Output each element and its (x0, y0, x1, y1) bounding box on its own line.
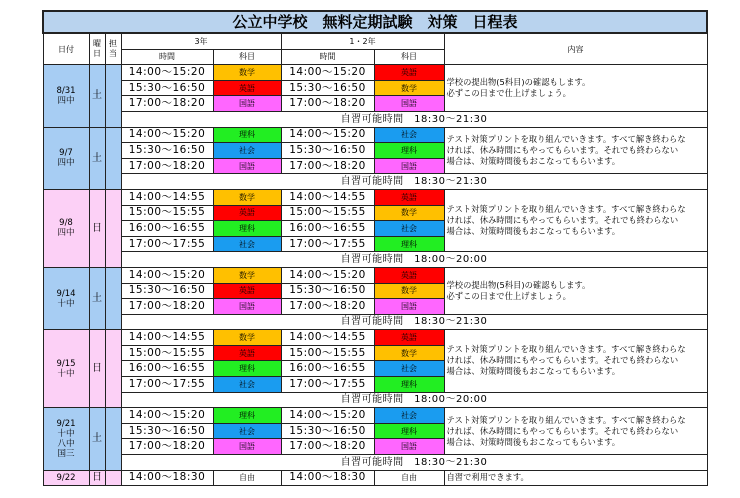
time-grade12: 17:00〜18:20 (281, 299, 374, 315)
time-grade12: 14:00〜15:20 (281, 267, 374, 283)
content-cell: テスト対策プリントを取り組んでいきます。すべて解き終わらな ければ、休み時間にもやってもらいます。それでも終わらない 場合は、対策時間後もおこなってもらいます。 (444, 189, 707, 251)
self-study-row (43, 111, 707, 127)
time-grade12: 17:00〜17:55 (281, 377, 374, 393)
subject-grade12: 国語 (374, 299, 444, 315)
weekday-cell: 日 (89, 189, 105, 267)
weekday-cell: 日 (89, 330, 105, 408)
self-study-row (43, 455, 707, 471)
subject-grade12: 社会 (374, 221, 444, 237)
subject-grade12: 英語 (374, 267, 444, 283)
time-grade3: 15:30〜16:50 (121, 80, 213, 96)
staff-cell (105, 127, 121, 189)
table-row (43, 189, 707, 205)
time-grade3: 16:00〜16:55 (121, 221, 213, 237)
subject-grade3: 国語 (213, 439, 281, 455)
time-grade3: 14:00〜18:30 (121, 470, 213, 486)
content-cell: 学校の提出物(5科目)の確認もします。 必ずこの日まで仕上げましょう。 (444, 267, 707, 314)
time-grade12: 17:00〜17:55 (281, 236, 374, 252)
subject-grade12: 数学 (374, 80, 444, 96)
weekday-cell: 土 (89, 267, 105, 329)
time-grade12: 15:30〜16:50 (281, 423, 374, 439)
content-cell: テスト対策プリントを取り組んでいきます。すべて解き終わらな ければ、休み時間にもやってもらいます。それでも終わらない 場合は、対策時間後もおこなってもらいます。 (444, 408, 707, 455)
time-grade12: 15:00〜15:55 (281, 205, 374, 221)
self-study-row (43, 392, 707, 408)
time-grade12: 14:00〜14:55 (281, 189, 374, 205)
time-grade3: 15:00〜15:55 (121, 345, 213, 361)
time-grade3: 14:00〜15:20 (121, 267, 213, 283)
subject-grade3: 社会 (213, 143, 281, 159)
self-study-time: 自習可能時間 18:00〜20:00 (121, 252, 707, 268)
subject-grade3: 国語 (213, 96, 281, 112)
subject-grade12: 国語 (374, 96, 444, 112)
subject-grade12: 理科 (374, 377, 444, 393)
self-study-row (43, 252, 707, 268)
time-grade12: 14:00〜15:20 (281, 65, 374, 81)
time-grade12: 15:30〜16:50 (281, 283, 374, 299)
subject-grade3: 社会 (213, 423, 281, 439)
time-grade3: 15:30〜16:50 (121, 143, 213, 159)
subject-grade12: 数学 (374, 345, 444, 361)
subject-grade12: 国語 (374, 439, 444, 455)
date-cell: 9/21 十中 八中 国三 (43, 408, 89, 470)
header-subject-12: 科目 (374, 49, 444, 65)
time-grade3: 15:30〜16:50 (121, 423, 213, 439)
time-grade3: 17:00〜18:20 (121, 158, 213, 174)
time-grade3: 15:30〜16:50 (121, 283, 213, 299)
time-grade3: 17:00〜17:55 (121, 236, 213, 252)
weekday-cell: 土 (89, 65, 105, 127)
date-cell: 9/14 十中 (43, 267, 89, 329)
self-study-time: 自習可能時間 18:30〜21:30 (121, 314, 707, 330)
subject-grade12: 理科 (374, 423, 444, 439)
header-content: 内容 (444, 33, 707, 65)
table-row (43, 330, 707, 346)
header-subject-3: 科目 (213, 49, 281, 65)
time-grade3: 15:00〜15:55 (121, 205, 213, 221)
time-grade12: 17:00〜18:20 (281, 158, 374, 174)
content-cell: 自習で利用できます。 (444, 470, 707, 486)
subject-grade3: 英語 (213, 80, 281, 96)
time-grade12: 14:00〜18:30 (281, 470, 374, 486)
table-row (43, 127, 707, 143)
self-study-time: 自習可能時間 18:30〜21:30 (121, 111, 707, 127)
header-grade3: 3年 (121, 33, 281, 49)
time-grade12: 14:00〜14:55 (281, 330, 374, 346)
subject-grade3: 数学 (213, 330, 281, 346)
subject-grade3: 社会 (213, 236, 281, 252)
time-grade12: 17:00〜18:20 (281, 96, 374, 112)
self-study-row (43, 174, 707, 190)
time-grade3: 14:00〜14:55 (121, 330, 213, 346)
weekday-cell: 土 (89, 408, 105, 470)
staff-cell (105, 65, 121, 127)
time-grade12: 15:00〜15:55 (281, 345, 374, 361)
date-cell: 8/31 四中 (43, 65, 89, 127)
table-row (43, 470, 707, 486)
subject-grade12: 英語 (374, 330, 444, 346)
subject-grade12: 英語 (374, 189, 444, 205)
subject-grade3: 英語 (213, 345, 281, 361)
header-weekday: 曜 日 (89, 33, 105, 65)
table-row (43, 408, 707, 424)
subject-grade12: 社会 (374, 361, 444, 377)
header-staff: 担 当 (105, 33, 121, 65)
subject-grade3: 数学 (213, 65, 281, 81)
subject-grade12: 国語 (374, 158, 444, 174)
time-grade12: 16:00〜16:55 (281, 361, 374, 377)
subject-grade12: 数学 (374, 205, 444, 221)
subject-grade12: 理科 (374, 143, 444, 159)
time-grade3: 14:00〜14:55 (121, 189, 213, 205)
time-grade3: 14:00〜15:20 (121, 408, 213, 424)
time-grade3: 14:00〜15:20 (121, 65, 213, 81)
subject-grade12: 理科 (374, 236, 444, 252)
time-grade12: 15:30〜16:50 (281, 80, 374, 96)
date-cell: 9/22 (43, 470, 89, 486)
staff-cell (105, 408, 121, 470)
subject-grade12: 社会 (374, 408, 444, 424)
time-grade3: 17:00〜18:20 (121, 439, 213, 455)
time-grade3: 14:00〜15:20 (121, 127, 213, 143)
schedule-table (42, 10, 708, 486)
subject-grade3: 英語 (213, 283, 281, 299)
subject-grade3: 社会 (213, 377, 281, 393)
subject-grade12: 数学 (374, 283, 444, 299)
time-grade3: 17:00〜17:55 (121, 377, 213, 393)
subject-grade3: 理科 (213, 408, 281, 424)
subject-grade3: 理科 (213, 361, 281, 377)
staff-cell (105, 189, 121, 267)
subject-grade3: 自由 (213, 470, 281, 486)
subject-grade3: 数学 (213, 267, 281, 283)
date-cell: 9/8 四中 (43, 189, 89, 267)
header-time-3: 時間 (121, 49, 213, 65)
content-cell: テスト対策プリントを取り組んでいきます。すべて解き終わらな ければ、休み時間にもやってもらいます。それでも終わらない 場合は、対策時間後もおこなってもらいます。 (444, 330, 707, 392)
weekday-cell: 日 (89, 470, 105, 486)
staff-cell (105, 267, 121, 329)
header-grade12: 1・2年 (281, 33, 444, 49)
time-grade3: 17:00〜18:20 (121, 96, 213, 112)
table-row (43, 267, 707, 283)
self-study-row (43, 314, 707, 330)
subject-grade3: 英語 (213, 205, 281, 221)
header-time-12: 時間 (281, 49, 374, 65)
date-cell: 9/15 十中 (43, 330, 89, 408)
subject-grade3: 国語 (213, 158, 281, 174)
subject-grade3: 理科 (213, 127, 281, 143)
self-study-time: 自習可能時間 18:00〜20:00 (121, 392, 707, 408)
time-grade12: 14:00〜15:20 (281, 127, 374, 143)
date-cell: 9/7 四中 (43, 127, 89, 189)
subject-grade3: 国語 (213, 299, 281, 315)
time-grade12: 15:30〜16:50 (281, 143, 374, 159)
table-row (43, 65, 707, 81)
subject-grade12: 英語 (374, 65, 444, 81)
header-date: 日付 (43, 33, 89, 65)
staff-cell (105, 330, 121, 408)
subject-grade3: 理科 (213, 221, 281, 237)
time-grade12: 17:00〜18:20 (281, 439, 374, 455)
self-study-time: 自習可能時間 18:30〜21:30 (121, 455, 707, 471)
time-grade12: 14:00〜15:20 (281, 408, 374, 424)
time-grade3: 16:00〜16:55 (121, 361, 213, 377)
subject-grade12: 社会 (374, 127, 444, 143)
time-grade3: 17:00〜18:20 (121, 299, 213, 315)
staff-cell (105, 470, 121, 486)
self-study-time: 自習可能時間 18:30〜21:30 (121, 174, 707, 190)
weekday-cell: 土 (89, 127, 105, 189)
subject-grade12: 自由 (374, 470, 444, 486)
content-cell: 学校の提出物(5科目)の確認もします。 必ずこの日まで仕上げましょう。 (444, 65, 707, 112)
page-title: 公立中学校 無料定期試験 対策 日程表 (43, 11, 707, 33)
time-grade12: 16:00〜16:55 (281, 221, 374, 237)
content-cell: テスト対策プリントを取り組んでいきます。すべて解き終わらな ければ、休み時間にもやってもらいます。それでも終わらない 場合は、対策時間後もおこなってもらいます。 (444, 127, 707, 174)
subject-grade3: 数学 (213, 189, 281, 205)
